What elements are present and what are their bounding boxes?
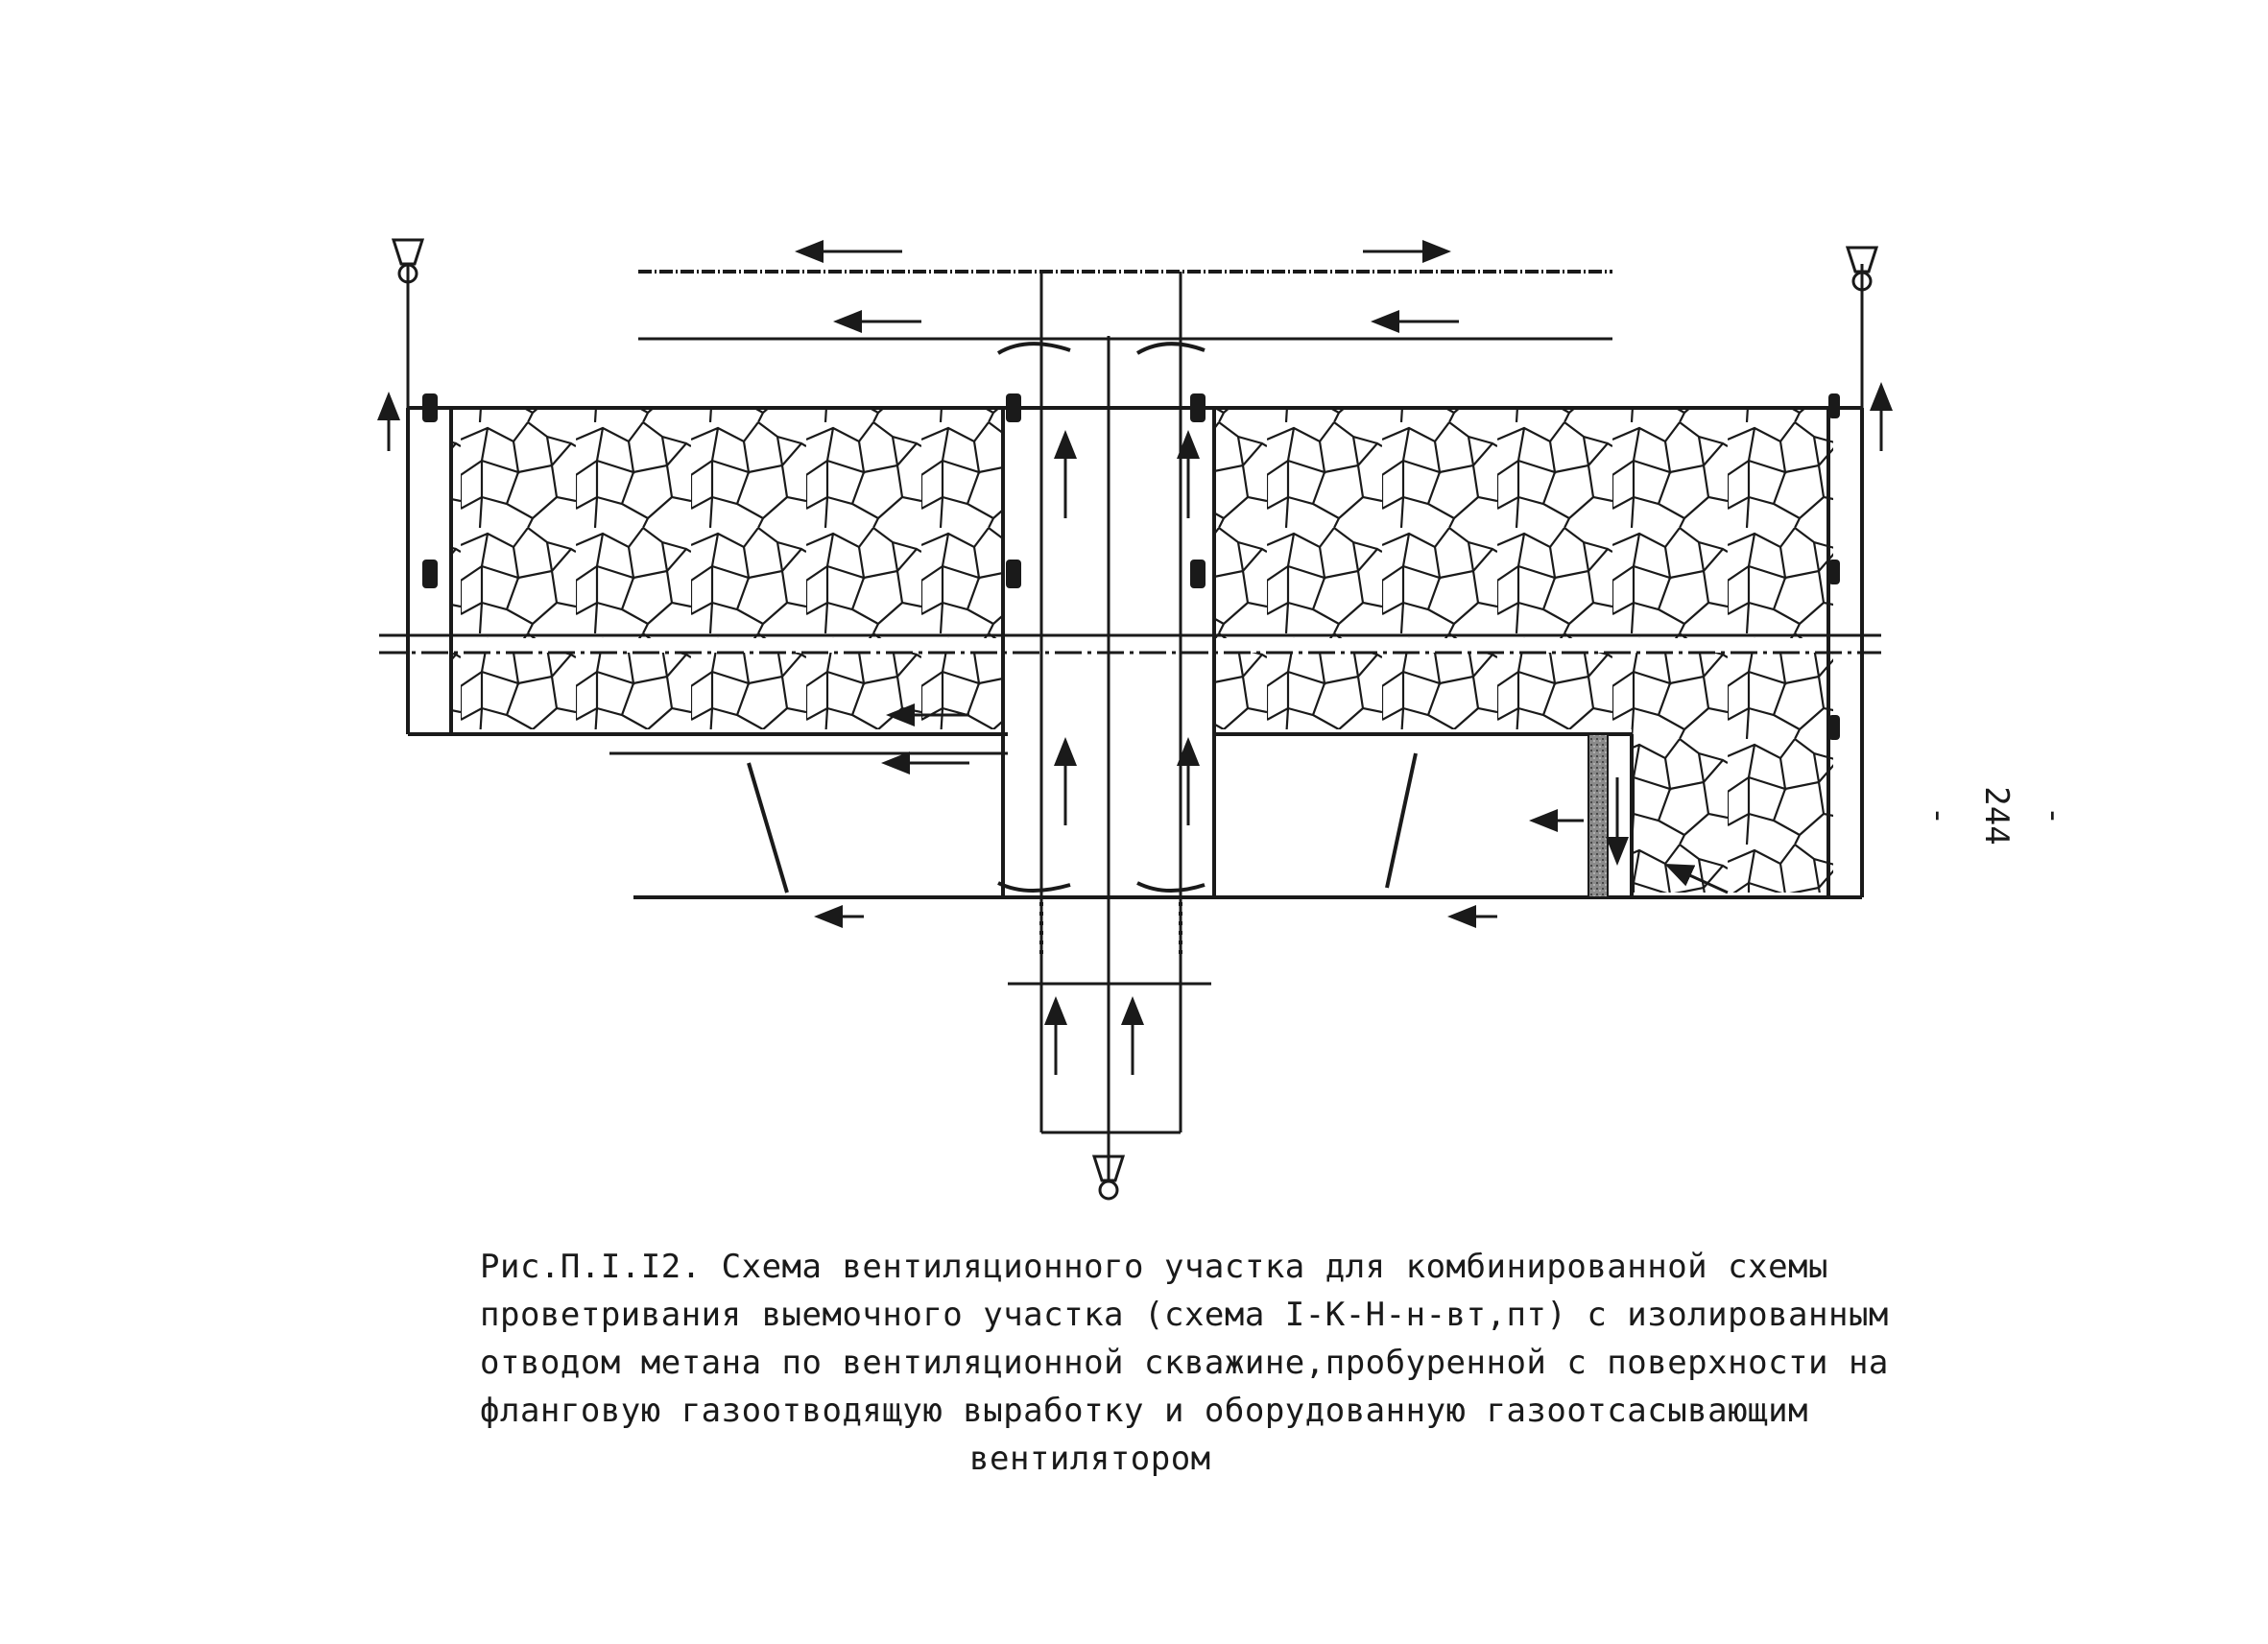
figure-caption bbox=[480, 1243, 1889, 1483]
caption-line: вентилятором bbox=[969, 1440, 1211, 1478]
caption-line: отводом метана по вентиляционной скважине,пробуренной с поверхности на bbox=[480, 1344, 1889, 1382]
section-bar-chevrons bbox=[998, 344, 1205, 891]
rock-lower-left bbox=[451, 653, 1003, 729]
rock-lower-mid bbox=[1214, 653, 1833, 729]
caption-line: Рис.П.I.I2. Схема вентиляционного участка для комбинированной схемы bbox=[480, 1248, 1828, 1286]
rock-upper-left bbox=[451, 408, 1003, 638]
isolating-stopping bbox=[1588, 734, 1608, 897]
caption-line: проветривания выемочного участка (схема I-К-Н-н-вт,пт) с изолированным bbox=[480, 1296, 1889, 1334]
rock-masses bbox=[451, 408, 1833, 893]
page-number: - 244 - bbox=[1920, 786, 2073, 846]
rock-upper-right bbox=[1214, 408, 1833, 638]
caption-line: фланговую газоотводящую выработку и оборудованную газоотсасывающим bbox=[480, 1392, 1809, 1430]
rock-lower-right bbox=[1632, 729, 1833, 893]
